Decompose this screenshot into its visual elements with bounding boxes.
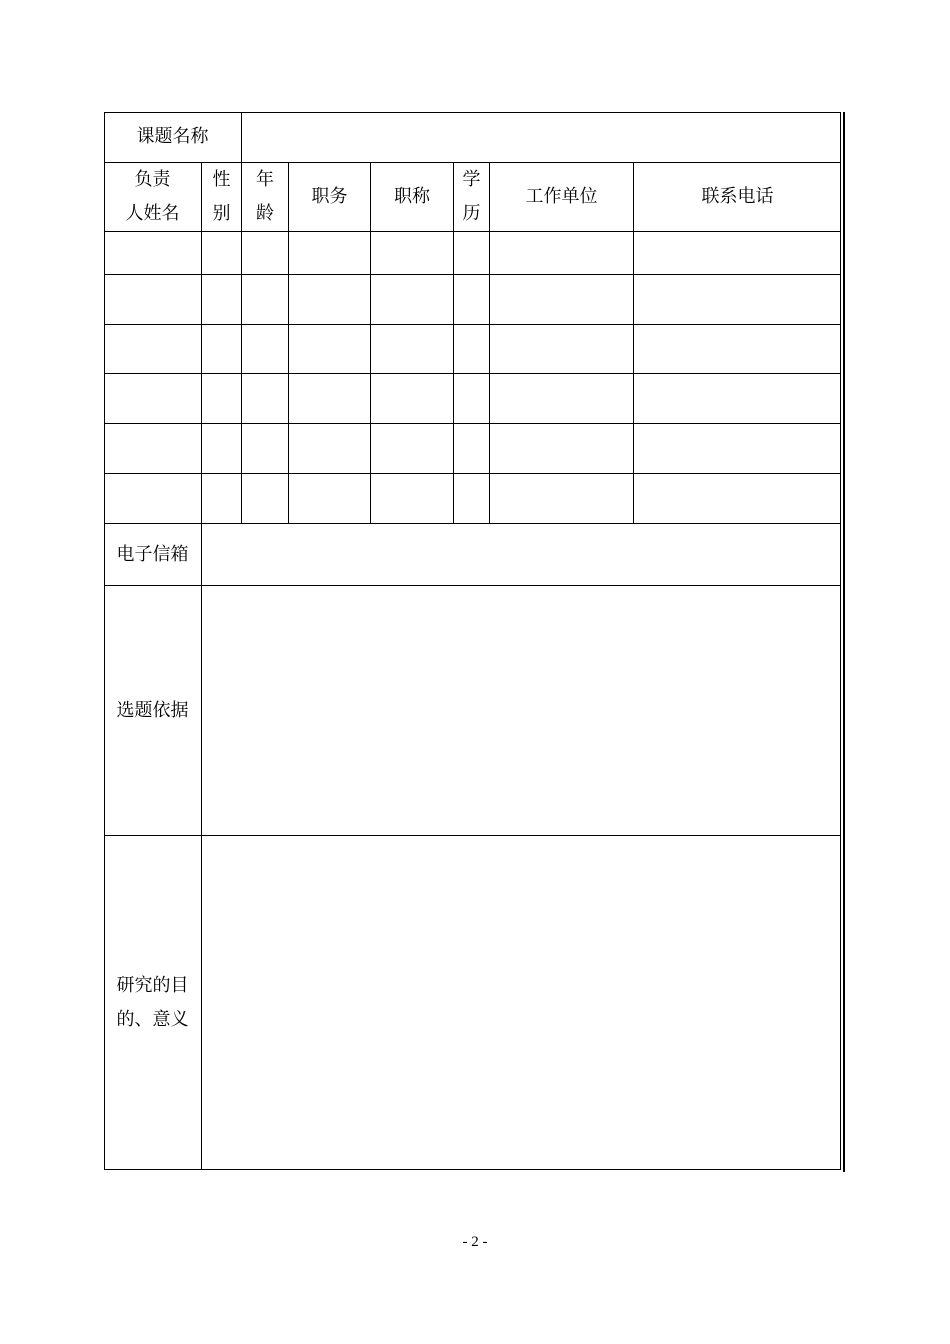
header-duty: 职务 bbox=[311, 186, 348, 207]
topic-label bbox=[104, 112, 241, 162]
topic-input-field[interactable] bbox=[242, 113, 841, 162]
member-row-5[interactable] bbox=[105, 424, 841, 473]
header-leader-name: 负责 人姓名 bbox=[125, 169, 180, 224]
member-row-4[interactable] bbox=[105, 374, 841, 423]
header-education: 学 历 bbox=[462, 169, 481, 224]
header-title: 职称 bbox=[394, 186, 430, 207]
header-age: 年 龄 bbox=[256, 169, 274, 224]
header-phone: 联系电话 bbox=[701, 186, 774, 207]
topic-label-text: 课题名称 bbox=[136, 126, 209, 147]
email-input-field[interactable] bbox=[202, 524, 841, 585]
header-gender: 性 别 bbox=[212, 169, 231, 224]
member-row-1[interactable] bbox=[105, 232, 841, 274]
member-row-2[interactable] bbox=[105, 275, 841, 324]
basis-label: 选题依据 bbox=[116, 699, 189, 721]
email-label: 电子信箱 bbox=[116, 543, 189, 565]
basis-input-area[interactable] bbox=[202, 586, 841, 835]
purpose-label: 研究的目 的、意义 bbox=[116, 975, 189, 1030]
table-right-edge bbox=[843, 112, 845, 1172]
page-number: - 2 - bbox=[462, 1234, 488, 1250]
member-row-6[interactable] bbox=[105, 474, 841, 523]
purpose-input-area[interactable] bbox=[202, 836, 841, 1170]
member-row-3[interactable] bbox=[105, 325, 841, 373]
header-work-unit: 工作单位 bbox=[525, 186, 598, 207]
